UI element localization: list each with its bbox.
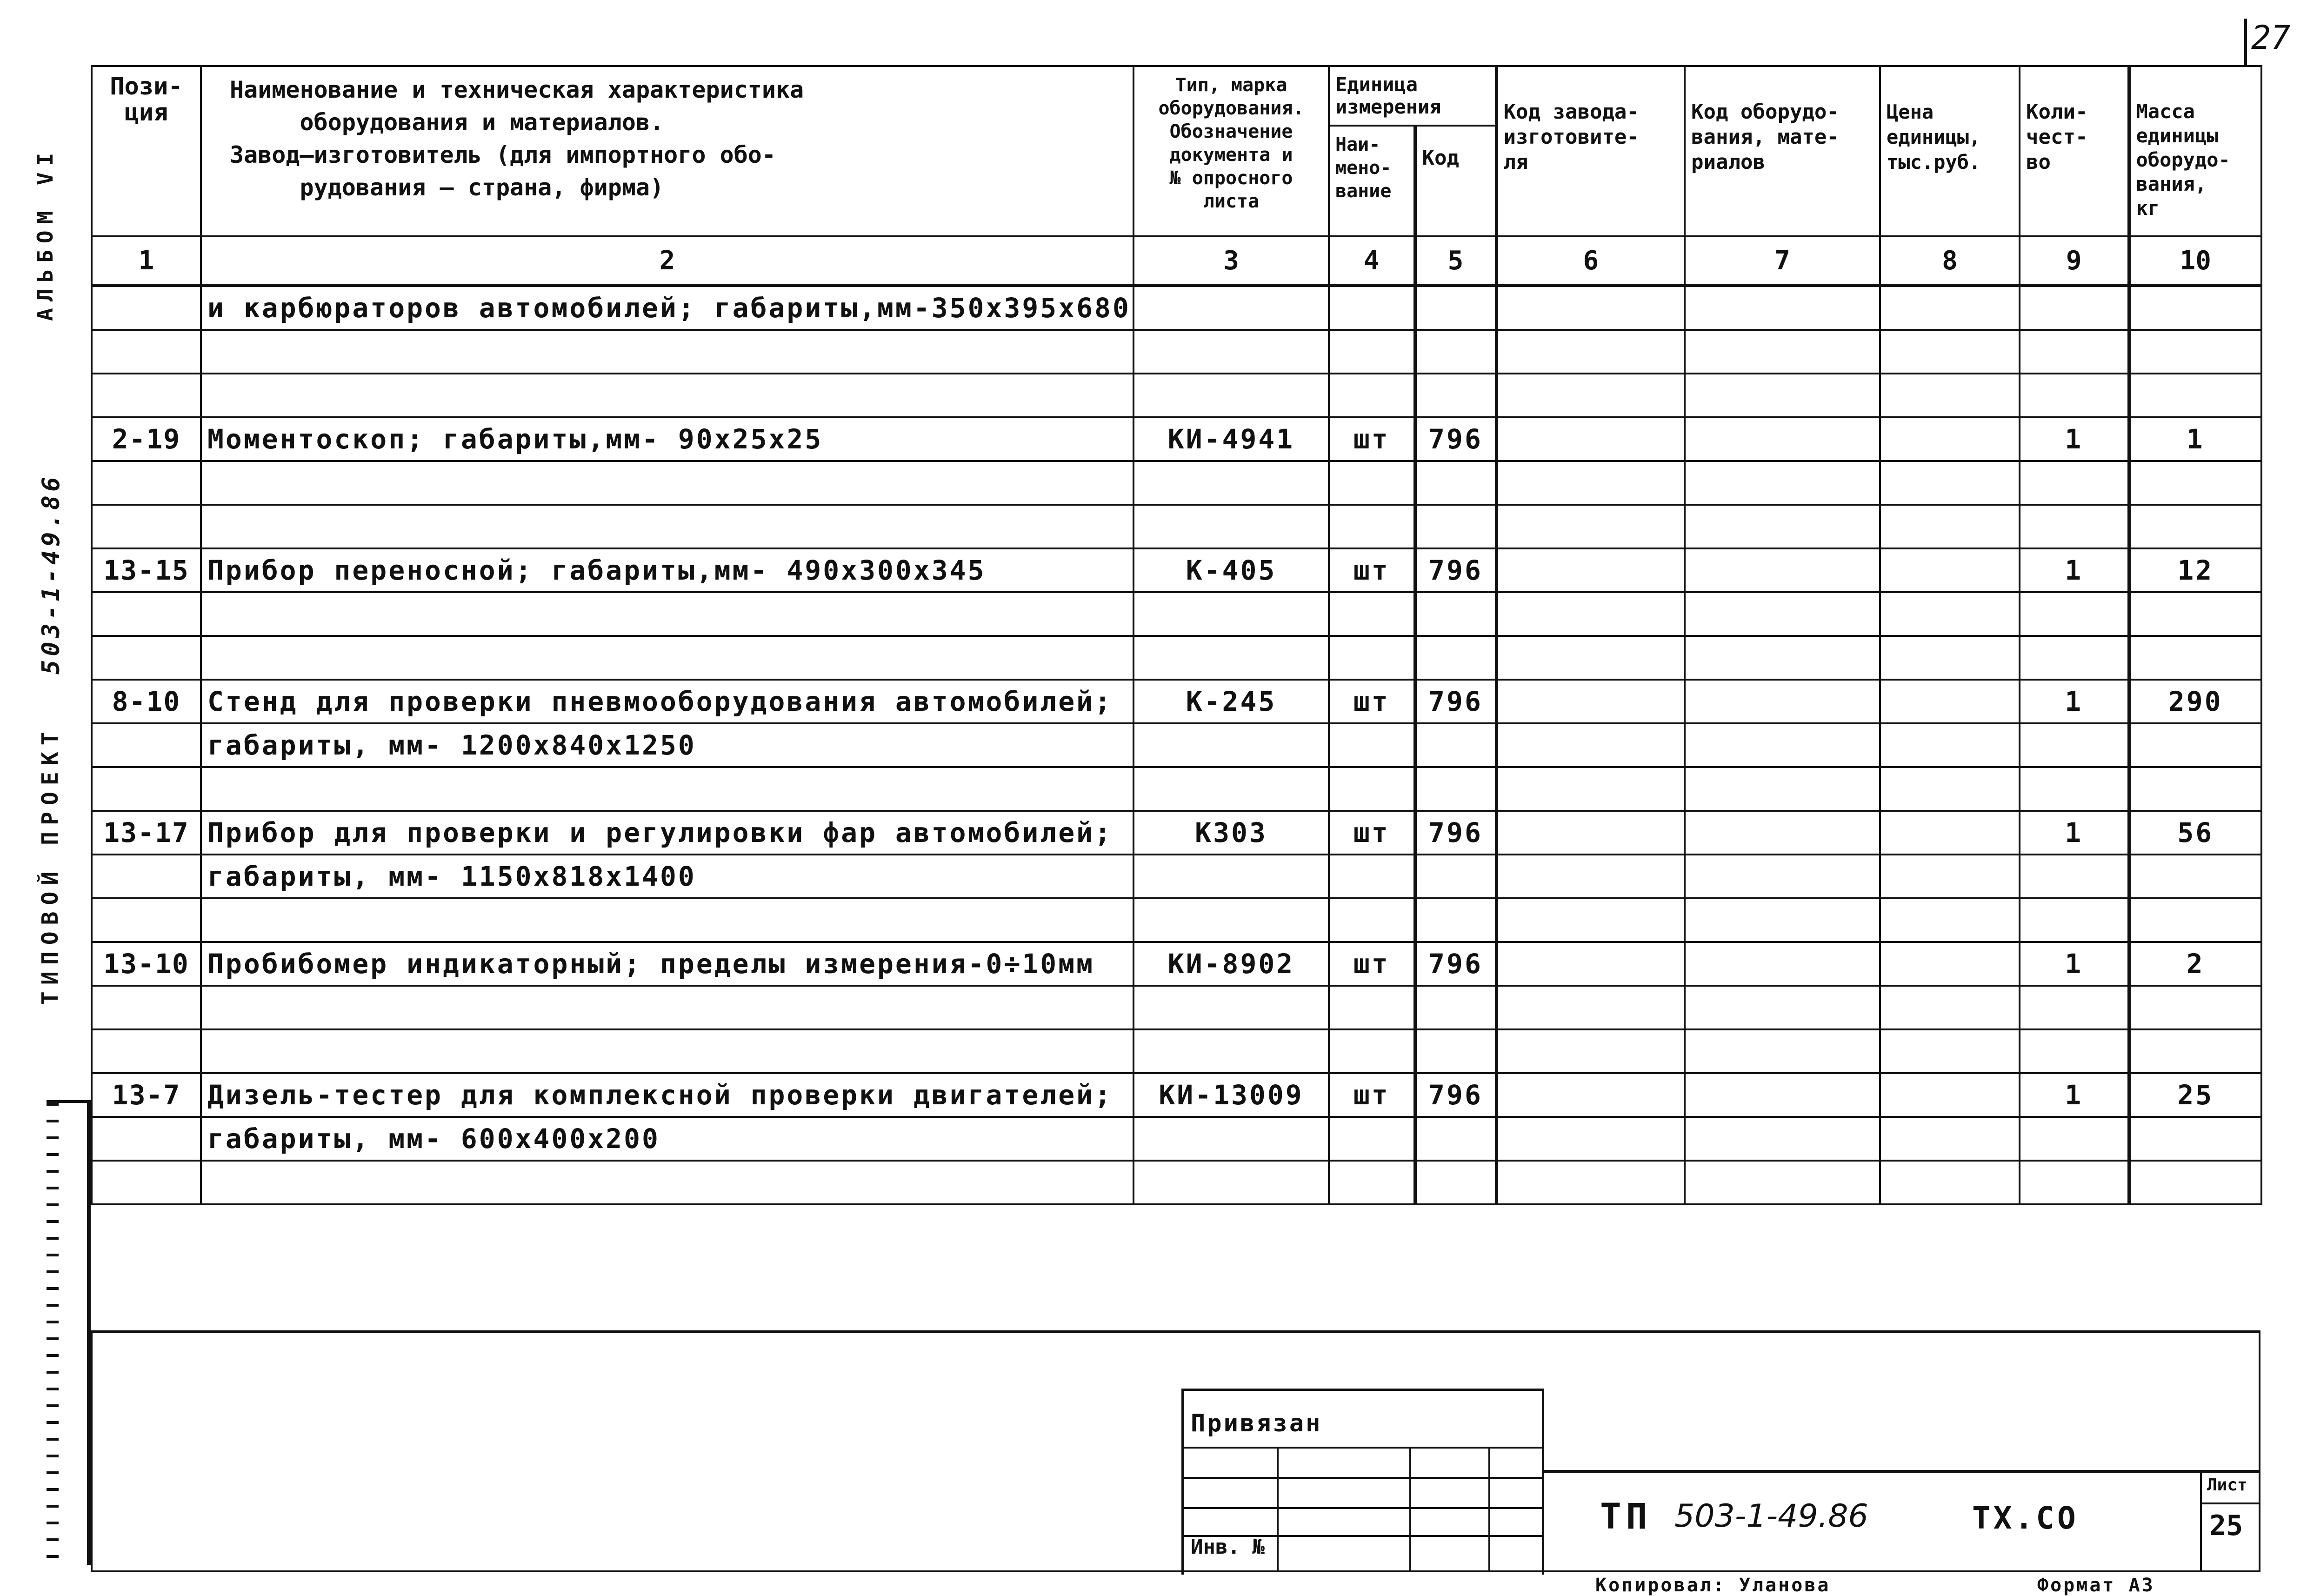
- cell-price: [1880, 286, 2020, 330]
- cell-type: [1133, 461, 1329, 505]
- cell-quantity: [2020, 1117, 2129, 1161]
- cell-name: Дизель-тестер для комплексной проверки двигателей;: [201, 1073, 1133, 1117]
- cell-quantity: [2020, 505, 2129, 548]
- cell-name: Прибор переносной; габариты,мм- 490х300х345: [201, 548, 1133, 592]
- cell-price: [1880, 461, 2020, 505]
- cell-unit-code: [1415, 898, 1496, 942]
- cell-name: [201, 767, 1133, 811]
- table-row: [92, 374, 2261, 417]
- cell-material-code: [1685, 417, 1880, 461]
- cell-unit-code: 796: [1415, 680, 1496, 723]
- cell-type: КИ-13009: [1133, 1073, 1329, 1117]
- cell-mass: [2129, 1161, 2261, 1204]
- cell-position: 13-17: [92, 811, 201, 855]
- cell-material-code: [1685, 330, 1880, 374]
- cell-price: [1880, 505, 2020, 548]
- table-row: [92, 855, 2261, 898]
- cell-unit-name: шт: [1329, 1073, 1415, 1117]
- table-row: [92, 286, 2261, 330]
- cell-unit-code: [1415, 1117, 1496, 1161]
- cell-type: [1133, 286, 1329, 330]
- cell-quantity: [2020, 1029, 2129, 1073]
- cell-price: [1880, 1161, 2020, 1204]
- cell-mass: 1: [2129, 417, 2261, 461]
- cell-mass: 25: [2129, 1073, 2261, 1117]
- cell-mass: [2129, 767, 2261, 811]
- cell-type: [1133, 767, 1329, 811]
- cell-type: К-405: [1133, 548, 1329, 592]
- cell-unit-name: [1329, 1117, 1415, 1161]
- title-block-divider: [2200, 1503, 2260, 1504]
- cell-material-code: [1685, 1073, 1880, 1117]
- cell-unit-code: [1415, 723, 1496, 767]
- table-row: [92, 461, 2261, 505]
- cell-material-code: [1685, 942, 1880, 986]
- cell-factory-code: [1496, 505, 1685, 548]
- cell-factory-code: [1496, 855, 1685, 898]
- cell-name: [201, 374, 1133, 417]
- cell-name: Прибор для проверки и регулировки фар автомобилей;: [201, 811, 1133, 855]
- cell-mass: [2129, 286, 2261, 330]
- header-quantity: Коли- чест- во: [2020, 66, 2129, 236]
- header-unit-code: Код: [1415, 126, 1496, 236]
- cell-name: [201, 898, 1133, 942]
- cell-name: [201, 505, 1133, 548]
- cell-mass: [2129, 986, 2261, 1029]
- cell-name: габариты, мм- 1150х818х1400: [201, 855, 1133, 898]
- cell-material-code: [1685, 1161, 1880, 1204]
- cell-material-code: [1685, 592, 1880, 636]
- cell-name: и карбюраторов автомобилей; габариты,мм-350х395х680: [201, 286, 1133, 330]
- cell-unit-code: 796: [1415, 417, 1496, 461]
- col-number: 5: [1415, 236, 1496, 286]
- cell-quantity: 1: [2020, 417, 2129, 461]
- col-number: 10: [2129, 236, 2261, 286]
- cell-factory-code: [1496, 1161, 1685, 1204]
- cell-position: [92, 461, 201, 505]
- cell-price: [1880, 330, 2020, 374]
- cell-factory-code: [1496, 942, 1685, 986]
- cell-mass: [2129, 636, 2261, 680]
- cell-material-code: [1685, 1117, 1880, 1161]
- cell-type: [1133, 1029, 1329, 1073]
- cell-material-code: [1685, 723, 1880, 767]
- cell-unit-code: 796: [1415, 942, 1496, 986]
- header-material-code: Код оборудо- вания, мате- риалов: [1685, 66, 1880, 236]
- cell-position: [92, 1029, 201, 1073]
- cell-name: Стенд для проверки пневмооборудования автомобилей;: [201, 680, 1133, 723]
- cell-unit-code: [1415, 505, 1496, 548]
- cell-position: [92, 286, 201, 330]
- cell-price: [1880, 767, 2020, 811]
- cell-position: [92, 374, 201, 417]
- cell-type: [1133, 330, 1329, 374]
- cell-quantity: [2020, 461, 2129, 505]
- cell-unit-name: [1329, 374, 1415, 417]
- cell-material-code: [1685, 1029, 1880, 1073]
- title-document-code: ТХ.СО: [1972, 1500, 2079, 1536]
- cell-quantity: [2020, 374, 2129, 417]
- cell-price: [1880, 636, 2020, 680]
- cell-price: [1880, 811, 2020, 855]
- table-row: [92, 723, 2261, 767]
- cell-factory-code: [1496, 374, 1685, 417]
- cell-type: [1133, 505, 1329, 548]
- cell-position: 13-15: [92, 548, 201, 592]
- cell-name: Моментоскоп; габариты,мм- 90х25х25: [201, 417, 1133, 461]
- cell-type: [1133, 986, 1329, 1029]
- cell-material-code: [1685, 636, 1880, 680]
- table-row: [92, 1117, 2261, 1161]
- cell-position: [92, 855, 201, 898]
- cell-factory-code: [1496, 548, 1685, 592]
- cell-mass: [2129, 374, 2261, 417]
- cell-unit-name: [1329, 898, 1415, 942]
- bottom-frame: [91, 1330, 2260, 1572]
- cell-material-code: [1685, 898, 1880, 942]
- specification-table: [91, 65, 2262, 1205]
- sheet-label: Лист: [2207, 1476, 2247, 1495]
- cell-price: [1880, 986, 2020, 1029]
- table-row: [92, 505, 2261, 548]
- cell-unit-name: [1329, 1029, 1415, 1073]
- cell-type: [1133, 723, 1329, 767]
- cell-name: [201, 592, 1133, 636]
- project-label: ТИПОВОЙ ПРОЕКТ: [37, 725, 63, 1005]
- cell-unit-name: шт: [1329, 548, 1415, 592]
- table-row: [92, 636, 2261, 680]
- cell-material-code: [1685, 505, 1880, 548]
- header-unit-name: Наи- мено- вание: [1329, 126, 1415, 236]
- header-name: Наименование и техническая характеристика оборудования и материалов. Завод–изготовитель (для импортного обо- рудования – страна, фирма): [201, 66, 1133, 236]
- cell-unit-name: [1329, 505, 1415, 548]
- cell-mass: [2129, 723, 2261, 767]
- title-block-divider: [2200, 1470, 2202, 1572]
- cell-material-code: [1685, 548, 1880, 592]
- table-row: [92, 330, 2261, 374]
- cell-price: [1880, 723, 2020, 767]
- cell-quantity: 1: [2020, 811, 2129, 855]
- stamp-divider: [1488, 1447, 1490, 1572]
- cell-price: [1880, 898, 2020, 942]
- title-prefix: ТП: [1600, 1496, 1652, 1537]
- cell-price: [1880, 417, 2020, 461]
- cell-mass: [2129, 1117, 2261, 1161]
- table-row: [92, 417, 2261, 461]
- table-row: [92, 898, 2261, 942]
- cell-name: [201, 1161, 1133, 1204]
- cell-quantity: [2020, 723, 2129, 767]
- cell-unit-code: 796: [1415, 811, 1496, 855]
- table-row: [92, 680, 2261, 723]
- cell-name: [201, 986, 1133, 1029]
- header-position: Пози- ция: [92, 66, 201, 236]
- cell-unit-name: [1329, 330, 1415, 374]
- cell-factory-code: [1496, 811, 1685, 855]
- cell-mass: [2129, 505, 2261, 548]
- cell-factory-code: [1496, 1073, 1685, 1117]
- cell-mass: 56: [2129, 811, 2261, 855]
- cell-unit-name: шт: [1329, 680, 1415, 723]
- cell-unit-name: [1329, 592, 1415, 636]
- cell-quantity: [2020, 286, 2129, 330]
- header-mass: Масса единицы оборудо- вания, кг: [2129, 66, 2261, 236]
- cell-position: [92, 1161, 201, 1204]
- cell-factory-code: [1496, 417, 1685, 461]
- cell-type: [1133, 1117, 1329, 1161]
- stamp-label: Привязан: [1191, 1409, 1322, 1437]
- cell-position: 13-7: [92, 1073, 201, 1117]
- cell-price: [1880, 374, 2020, 417]
- cell-position: [92, 1117, 201, 1161]
- cell-quantity: [2020, 855, 2129, 898]
- cell-factory-code: [1496, 461, 1685, 505]
- cell-mass: [2129, 855, 2261, 898]
- cell-price: [1880, 1073, 2020, 1117]
- table-row: [92, 1073, 2261, 1117]
- table-row: [92, 986, 2261, 1029]
- cell-position: [92, 592, 201, 636]
- cell-quantity: 1: [2020, 942, 2129, 986]
- title-block-top: [1544, 1470, 2260, 1473]
- stamp-divider: [1277, 1447, 1279, 1572]
- cell-unit-name: [1329, 767, 1415, 811]
- cell-price: [1880, 1029, 2020, 1073]
- cell-price: [1880, 942, 2020, 986]
- table-row: [92, 1029, 2261, 1073]
- cell-type: К-245: [1133, 680, 1329, 723]
- cell-unit-name: шт: [1329, 811, 1415, 855]
- cell-unit-code: [1415, 286, 1496, 330]
- cell-position: [92, 723, 201, 767]
- cell-position: [92, 330, 201, 374]
- cell-quantity: [2020, 767, 2129, 811]
- cell-name: габариты, мм- 600х400х200: [201, 1117, 1133, 1161]
- cell-quantity: [2020, 592, 2129, 636]
- col-number: 4: [1329, 236, 1415, 286]
- cell-unit-code: [1415, 461, 1496, 505]
- sheet-number: 25: [2209, 1509, 2243, 1542]
- cell-mass: [2129, 592, 2261, 636]
- cell-type: КИ-8902: [1133, 942, 1329, 986]
- cell-price: [1880, 855, 2020, 898]
- cell-material-code: [1685, 461, 1880, 505]
- cell-position: [92, 636, 201, 680]
- cell-factory-code: [1496, 723, 1685, 767]
- table-row: [92, 1161, 2261, 1204]
- cell-quantity: [2020, 898, 2129, 942]
- cell-unit-code: [1415, 986, 1496, 1029]
- cell-unit-code: [1415, 592, 1496, 636]
- project-number-side: 503-1-49.86: [37, 473, 65, 674]
- cell-price: [1880, 592, 2020, 636]
- cell-position: 13-10: [92, 942, 201, 986]
- cell-unit-name: [1329, 1161, 1415, 1204]
- cell-mass: [2129, 1029, 2261, 1073]
- cell-mass: [2129, 461, 2261, 505]
- cell-position: [92, 986, 201, 1029]
- cell-factory-code: [1496, 767, 1685, 811]
- cell-unit-name: [1329, 855, 1415, 898]
- cell-unit-name: [1329, 723, 1415, 767]
- cell-unit-name: [1329, 286, 1415, 330]
- cell-material-code: [1685, 286, 1880, 330]
- cell-unit-code: [1415, 855, 1496, 898]
- col-number: 6: [1496, 236, 1685, 286]
- cell-factory-code: [1496, 636, 1685, 680]
- cell-material-code: [1685, 855, 1880, 898]
- cell-type: [1133, 1161, 1329, 1204]
- cell-material-code: [1685, 811, 1880, 855]
- table-row: [92, 811, 2261, 855]
- cell-factory-code: [1496, 986, 1685, 1029]
- cell-quantity: 1: [2020, 1073, 2129, 1117]
- cell-position: [92, 898, 201, 942]
- cell-mass: 2: [2129, 942, 2261, 986]
- cell-price: [1880, 548, 2020, 592]
- cell-type: [1133, 855, 1329, 898]
- cell-unit-name: [1329, 986, 1415, 1029]
- title-project-code: 503-1-49.86: [1674, 1498, 1868, 1535]
- cell-unit-code: 796: [1415, 548, 1496, 592]
- cell-type: [1133, 898, 1329, 942]
- header-type: Тип, марка оборудования. Обозначение документа и № опросного листа: [1133, 66, 1329, 236]
- cell-unit-code: [1415, 330, 1496, 374]
- header-price: Цена единицы, тыс.руб.: [1880, 66, 2020, 236]
- cell-factory-code: [1496, 286, 1685, 330]
- cell-quantity: [2020, 986, 2129, 1029]
- cell-quantity: [2020, 1161, 2129, 1204]
- cell-type: К303: [1133, 811, 1329, 855]
- cell-name: Пробибомер индикаторный; пределы измерения-0÷10мм: [201, 942, 1133, 986]
- cell-unit-code: [1415, 374, 1496, 417]
- cell-type: [1133, 374, 1329, 417]
- cell-position: 2-19: [92, 417, 201, 461]
- stamp-divider: [1409, 1447, 1411, 1572]
- col-number: 1: [92, 236, 201, 286]
- cell-type: [1133, 636, 1329, 680]
- cell-unit-name: [1329, 461, 1415, 505]
- cell-quantity: 1: [2020, 680, 2129, 723]
- col-number: 8: [1880, 236, 2020, 286]
- cell-name: [201, 636, 1133, 680]
- cell-factory-code: [1496, 330, 1685, 374]
- cell-mass: 12: [2129, 548, 2261, 592]
- cell-unit-name: [1329, 636, 1415, 680]
- cell-position: 8-10: [92, 680, 201, 723]
- cell-name: [201, 330, 1133, 374]
- cell-type: КИ-4941: [1133, 417, 1329, 461]
- cell-mass: [2129, 898, 2261, 942]
- cell-factory-code: [1496, 1117, 1685, 1161]
- cell-material-code: [1685, 986, 1880, 1029]
- cell-unit-name: шт: [1329, 942, 1415, 986]
- cell-name: габариты, мм- 1200х840х1250: [201, 723, 1133, 767]
- table-row: [92, 592, 2261, 636]
- cell-quantity: [2020, 636, 2129, 680]
- header-factory-code: Код завода- изготовите- ля: [1496, 66, 1685, 236]
- col-number: 3: [1133, 236, 1329, 286]
- cell-quantity: [2020, 330, 2129, 374]
- cell-position: [92, 505, 201, 548]
- cell-price: [1880, 1117, 2020, 1161]
- table-row: [92, 942, 2261, 986]
- cell-unit-code: [1415, 636, 1496, 680]
- cell-mass: 290: [2129, 680, 2261, 723]
- table-row: [92, 767, 2261, 811]
- table-row: [92, 548, 2261, 592]
- footer-copied: Копировал: Уланова: [1595, 1575, 1831, 1596]
- cell-unit-code: [1415, 1029, 1496, 1073]
- page-number-divider: [2244, 19, 2247, 65]
- cell-factory-code: [1496, 592, 1685, 636]
- cell-material-code: [1685, 767, 1880, 811]
- cell-name: [201, 1029, 1133, 1073]
- col-number: 2: [201, 236, 1133, 286]
- cell-factory-code: [1496, 1029, 1685, 1073]
- cell-name: [201, 461, 1133, 505]
- cell-unit-code: 796: [1415, 1073, 1496, 1117]
- cell-factory-code: [1496, 898, 1685, 942]
- col-number: 7: [1685, 236, 1880, 286]
- cell-material-code: [1685, 374, 1880, 417]
- binding-strip: [47, 1100, 91, 1565]
- header-unit: Единица измерения: [1329, 66, 1496, 126]
- cell-quantity: 1: [2020, 548, 2129, 592]
- cell-unit-code: [1415, 1161, 1496, 1204]
- footer-format: Формат А3: [2037, 1575, 2155, 1596]
- cell-unit-name: шт: [1329, 417, 1415, 461]
- cell-material-code: [1685, 680, 1880, 723]
- cell-factory-code: [1496, 680, 1685, 723]
- stamp-inventory-label: Инв. №: [1191, 1535, 1265, 1559]
- cell-position: [92, 767, 201, 811]
- cell-unit-code: [1415, 767, 1496, 811]
- page-number: 27: [2251, 19, 2291, 57]
- album-label: АЛЬБОМ VI: [33, 146, 58, 321]
- cell-type: [1133, 592, 1329, 636]
- col-number: 9: [2020, 236, 2129, 286]
- cell-price: [1880, 680, 2020, 723]
- cell-mass: [2129, 330, 2261, 374]
